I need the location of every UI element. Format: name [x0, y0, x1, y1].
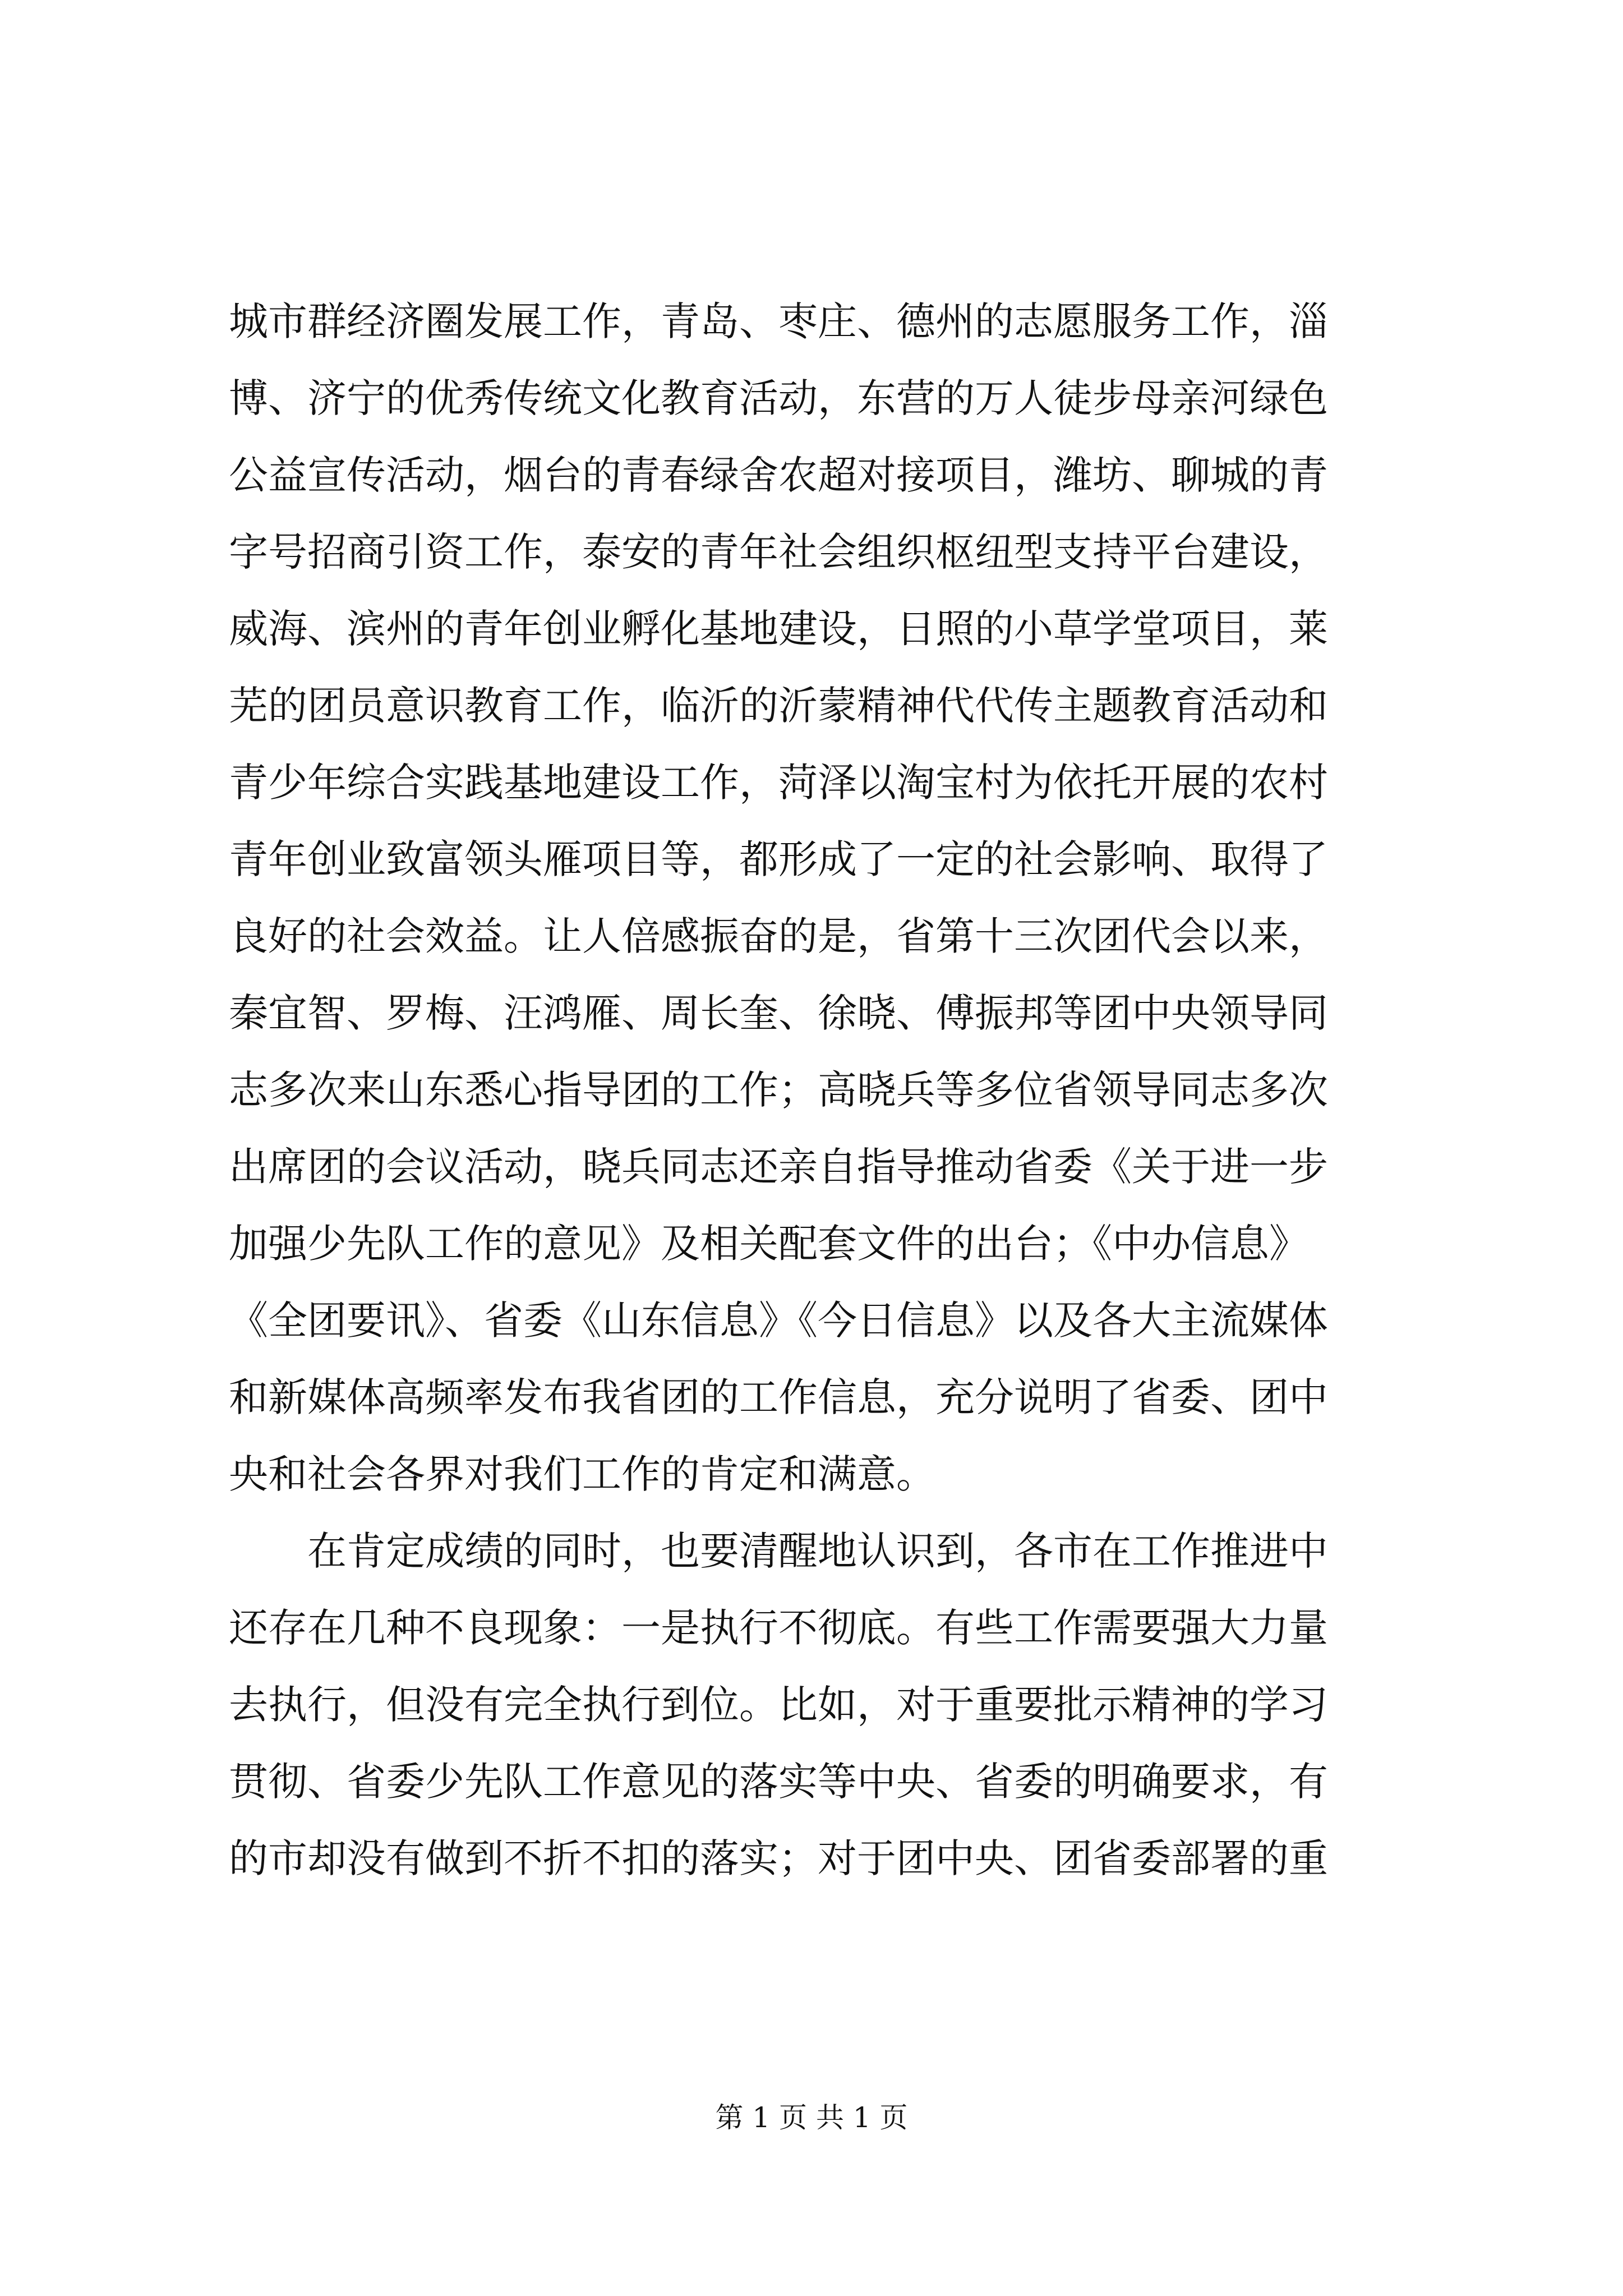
text-line: 还存在几种不良现象：一是执行不彻底。有些工作需要强大力量	[229, 1605, 1328, 1651]
text-line: 秦宜智、罗梅、汪鸿雁、周长奎、徐晓、傅振邦等团中央领导同	[229, 990, 1328, 1036]
text-line: 和新媒体高频率发布我省团的工作信息，充分说明了省委、团中	[229, 1374, 1328, 1420]
text-line: 博、济宁的优秀传统文化教育活动，东营的万人徒步母亲河绿色	[229, 375, 1328, 421]
text-line: 威海、滨州的青年创业孵化基地建设，日照的小草学堂项目，莱	[229, 606, 1328, 652]
text-line: 加强少先队工作的意见》及相关配套文件的出台；《中办信息》	[229, 1221, 1308, 1267]
text-line: 的市却没有做到不折不扣的落实；对于团中央、团省委部署的重	[229, 1835, 1328, 1881]
text-line: 央和社会各界对我们工作的肯定和满意。	[229, 1451, 935, 1497]
text-line: 良好的社会效益。让人倍感振奋的是，省第十三次团代会以来，	[229, 913, 1328, 959]
page-number-footer: 第 1 页 共 1 页	[715, 2101, 908, 2134]
text-line: 出席团的会议活动，晓兵同志还亲自指导推动省委《关于进一步	[229, 1144, 1328, 1190]
paragraph-start-line: 在肯定成绩的同时，也要清醒地认识到，各市在工作推进中	[307, 1528, 1328, 1574]
text-line: 贯彻、省委少先队工作意见的落实等中央、省委的明确要求，有	[229, 1759, 1328, 1805]
text-line: 去执行，但没有完全执行到位。比如，对于重要批示精神的学习	[229, 1682, 1328, 1728]
text-line: 公益宣传活动，烟台的青春绿舍农超对接项目，潍坊、聊城的青	[229, 452, 1328, 498]
text-line: 青少年综合实践基地建设工作，菏泽以淘宝村为依托开展的农村	[229, 760, 1328, 806]
text-line: 字号招商引资工作，泰安的青年社会组织枢纽型支持平台建设，	[229, 529, 1328, 575]
text-line: 青年创业致富领头雁项目等，都形成了一定的社会影响、取得了	[229, 836, 1328, 882]
document-body	[229, 283, 1426, 1897]
text-line: 志多次来山东悉心指导团的工作；高晓兵等多位省领导同志多次	[229, 1067, 1328, 1113]
text-line: 《全团要讯》、省委《山东信息》《今日信息》以及各大主流媒体	[229, 1297, 1328, 1343]
text-line: 芜的团员意识教育工作，临沂的沂蒙精神代代传主题教育活动和	[229, 683, 1328, 729]
text-line: 城市群经济圈发展工作，青岛、枣庄、德州的志愿服务工作，淄	[229, 298, 1328, 344]
